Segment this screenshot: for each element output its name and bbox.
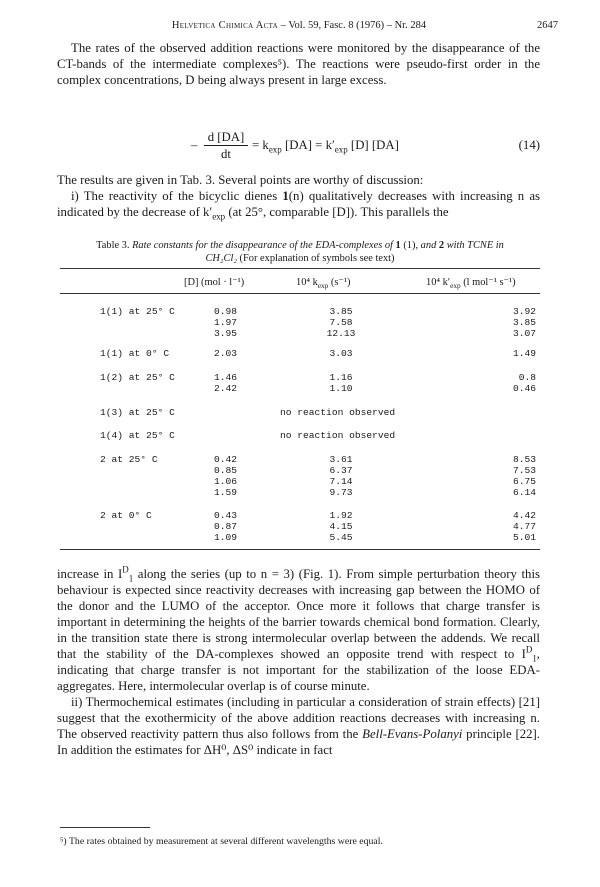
cell-conc: 1.09 — [214, 532, 238, 543]
cell-conc: 3.95 — [214, 328, 238, 339]
cell-kexp-prime: 1.49 — [512, 348, 536, 359]
cell-kexp: 1.92 — [329, 510, 353, 521]
equation-fraction — [204, 130, 248, 162]
table-caption-line1: Table 3. Rate constants for the disappearance of the EDA-complexes of 1 (1), and 2 with TCNE in — [96, 240, 504, 251]
cell-conc: 2.42 — [214, 383, 238, 394]
no-reaction-note: no reaction observed — [280, 430, 396, 441]
table-top-rule — [60, 268, 540, 269]
cell-conc: 1.46 — [214, 372, 238, 383]
equation-14 — [60, 130, 540, 164]
cell-kexp-prime: 7.53 — [512, 465, 536, 476]
cell-kexp-prime: 4.42 — [512, 510, 536, 521]
equation-number: (14) — [518, 138, 540, 152]
table-caption-line2: CH₂Cl₂ (For explanation of symbols see text) — [205, 253, 395, 264]
cell-kexp-prime: 3.92 — [512, 306, 536, 317]
cell-conc: 0.98 — [214, 306, 238, 317]
results-paragraph — [57, 172, 540, 220]
cell-kexp: 3.61 — [329, 454, 353, 465]
cell-kexp: 5.45 — [329, 532, 353, 543]
cell-kexp: 12.13 — [326, 328, 356, 339]
cell-conc: 1.97 — [214, 317, 238, 328]
equation-numerator: d [DA] — [204, 130, 248, 146]
footnote: ⁵) The rates obtained by measurement at several different wavelengths were equal. — [60, 836, 383, 847]
cell-kexp: 6.37 — [329, 465, 353, 476]
cell-kexp: 7.14 — [329, 476, 353, 487]
col-header-conc: [D] (mol · l⁻¹) — [184, 277, 245, 288]
col-header-kexp-prime: 10⁴ $k'_{exp}$ (l mol⁻¹ s⁻¹) — [426, 277, 516, 291]
equation-rhs: = $k_{exp}$ $[DA] = k'_{exp}$ [D] [DA] — [252, 138, 399, 155]
equation-minus: – — [191, 138, 198, 152]
intro-text: The rates of the observed addition reactions were monitored by the disappearance of the CT-bands of the intermediate complexes⁵). The reactions were pseudo-first order in the complex concentrations, D being always present in large excess. — [57, 41, 540, 87]
row-label: 1(1) at 0° C — [100, 348, 170, 359]
cell-kexp: 3.85 — [329, 306, 353, 317]
table-bottom-rule — [60, 549, 540, 550]
cell-kexp: 9.73 — [329, 487, 353, 498]
row-label: 2 at 25° C — [100, 454, 158, 465]
results-line: The results are given in Tab. 3. Several points are worthy of discussion: — [57, 173, 424, 187]
point-ii-paragraph: ii) Thermochemical estimates (including in particular a consideration of strain effects) [21] suggest that the exothermicity of the above addition reactions decreases with increasing n. The observed reactivity pattern thus also follows from the Bell-Evans-Polanyi principle [22]. In addition the estimates for ΔH⁰, ΔS⁰ indicate in fact — [57, 695, 540, 757]
cell-conc: 0.43 — [214, 510, 238, 521]
row-label: 1(3) at 25° C — [100, 407, 175, 418]
row-label: 1(1) at 25° C — [100, 306, 175, 317]
cell-kexp-prime: 6.75 — [512, 476, 536, 487]
row-label: 1(4) at 25° C — [100, 430, 175, 441]
cell-kexp: 1.16 — [329, 372, 353, 383]
cell-kexp: 3.03 — [329, 348, 353, 359]
journal-issue: – Vol. 59, Fasc. 8 (1976) – Nr. 284 — [278, 20, 427, 31]
cell-kexp-prime: 8.53 — [512, 454, 536, 465]
table-caption — [60, 239, 540, 265]
no-reaction-note: no reaction observed — [280, 407, 396, 418]
journal-name: Helvetica Chimica Acta — [171, 20, 279, 31]
cell-kexp: 1.10 — [329, 383, 353, 394]
intro-paragraph — [57, 40, 540, 88]
cell-conc: 0.87 — [214, 521, 238, 532]
equation-denominator: dt — [221, 147, 231, 161]
cell-conc: 1.06 — [214, 476, 238, 487]
footnote-rule — [60, 827, 150, 828]
cell-kexp-prime: 4.77 — [512, 521, 536, 532]
after-table-paragraph: increase in $I^D_1$ along the series (up to n = 3) (Fig. 1). From simple perturbation theory this behaviour is expected since reactivity decreases with increasing gap between the HOMO of the donor and the LUMO of the acceptor. Once more it follows that charge transfer is important in determining the heights of the barrier towards chemical bond formation. Clearly, in the transition state there is strong intermolecular overlap between the addends. We recall that the stability of the DA-complexes showed an opposite trend with respect to $I^D_1$, indicating that charge transfer is not important for the stabilization of the loose EDA-aggregates. Here, intermolecular overlap is of course minute. — [57, 564, 540, 693]
page-number: 2647 — [537, 20, 558, 31]
cell-kexp-prime: 5.01 — [512, 532, 536, 543]
col-header-kexp: 10⁴ $k_{exp}$ (s⁻¹) — [296, 277, 351, 291]
discussion-text — [57, 566, 540, 758]
cell-conc: 0.85 — [214, 465, 238, 476]
table-header-rule — [60, 293, 540, 294]
point-i-start: i) The reactivity of the bicyclic dienes 1(n) qualitatively decreases with increasing n as indicated by the decrease of $k'_{exp}$ (at 25°, comparable [D]). This parallels the — [57, 189, 541, 222]
cell-kexp-prime: 6.14 — [512, 487, 536, 498]
cell-kexp-prime: 3.85 — [512, 317, 536, 328]
cell-conc: 0.42 — [214, 454, 238, 465]
cell-conc: 2.03 — [214, 348, 238, 359]
cell-kexp-prime: 3.07 — [512, 328, 536, 339]
row-label: 1(2) at 25° C — [100, 372, 175, 383]
cell-kexp: 4.15 — [329, 521, 353, 532]
cell-conc: 1.59 — [214, 487, 238, 498]
cell-kexp-prime: 0.46 — [512, 383, 536, 394]
cell-kexp-prime: 0.8 — [518, 372, 536, 383]
cell-kexp: 7.58 — [329, 317, 353, 328]
row-label: 2 at 0° C — [100, 510, 152, 521]
